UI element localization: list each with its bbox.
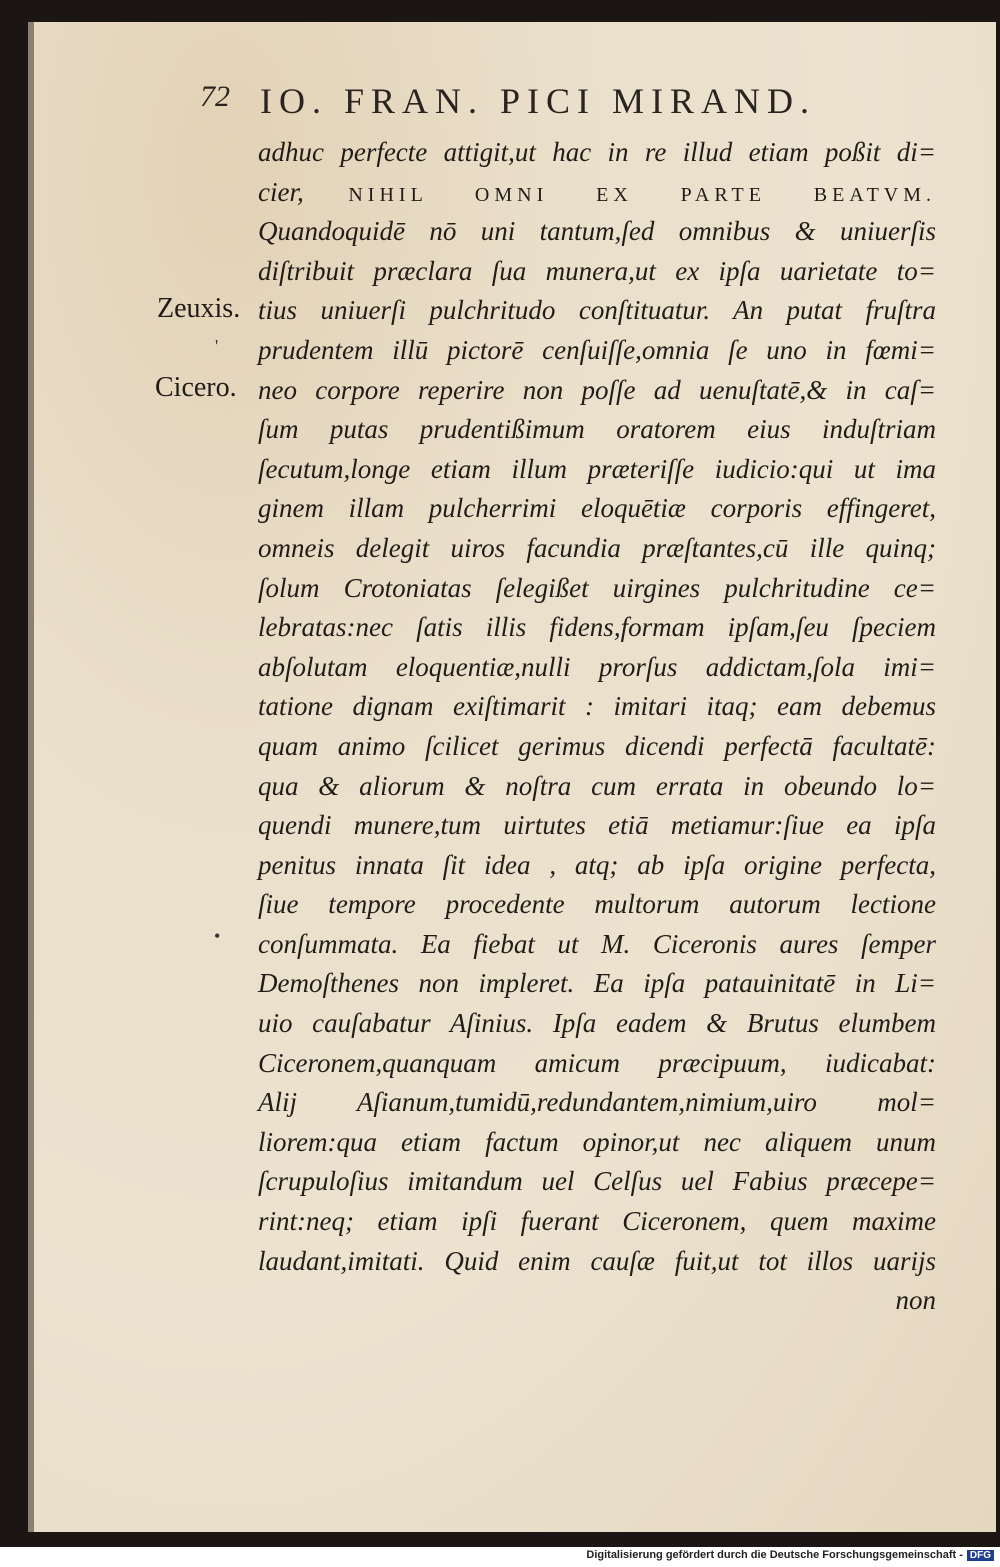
text-line: laudant,imitati. Quid enim cauſæ fuit,ut tot illos uarijs [258, 1245, 936, 1276]
text-line: diſtribuit præclara ſua munera,ut ex ipſa uarietate to= [258, 255, 936, 286]
text-line: qua & aliorum & noſtra cum errata in obeundo lo= [258, 770, 936, 801]
text-line: penitus innata ſit idea , atq; ab ipſa origine perfecta, [258, 849, 936, 880]
text-line: ſcrupuloſius imitandum uel Celſus uel Fabius præcepe= [258, 1166, 936, 1197]
margin-mark: • [214, 926, 221, 946]
text-line: Demoſthenes non impleret. Ea ipſa patauinitatē in Li= [258, 968, 936, 999]
text-line: tatione dignam exiſtimarit : imitari itaq; eam debemus [258, 691, 936, 722]
text-line: abſolutam eloquentiæ,nulli prorſus addictam,ſola imi= [258, 651, 936, 682]
text-line: lebratas:nec ſatis illis fidens,formam ipſam,ſeu ſpeciem [258, 612, 936, 643]
text-line: Ciceronem,quanquam amicum præcipuum, iudicabat: [258, 1047, 936, 1078]
text-line: rint:neq; etiam ipſi fuerant Ciceronem, quem maxime [258, 1206, 936, 1237]
page-number: 72 [200, 80, 230, 113]
margin-note-zeuxis: Zeuxis. [157, 293, 241, 324]
margin-mark: ' [215, 336, 219, 356]
text-line: ſecutum,longe etiam illum præteriſſe iudicio:qui ut ima [258, 453, 936, 484]
text-line: ſolum Crotoniatas ſelegißet uirgines pulchritudine ce= [258, 572, 936, 603]
text-body [258, 133, 936, 1321]
text-line [258, 173, 936, 213]
text-line: neo corpore reperire non poſſe ad uenuſtatē,& in caſ= [258, 374, 936, 405]
text-line: quendi munere,tum uirtutes etiā metiamur:ſiue ea ipſa [258, 810, 936, 841]
line-text: cier, [258, 176, 304, 207]
small-caps-phrase: NIHIL OMNI EX PARTE BEATVM. [348, 183, 937, 206]
text-line: conſummata. Ea fiebat ut M. Ciceronis aures ſemper [258, 928, 936, 959]
text-line: liorem:qua etiam factum opinor,ut nec aliquem unum [258, 1126, 936, 1157]
footer-text: Digitalisierung gefördert durch die Deutsche Forschungsgemeinschaft - [586, 1549, 963, 1561]
text-line: ſum putas prudentißimum oratorem eius induſtriam [258, 414, 936, 445]
text-line: adhuc perfecte attigit,ut hac in re illud etiam poßit di= [258, 137, 936, 167]
text-line: omneis delegit uiros facundia præſtantes,cū ille quinq; [258, 532, 936, 563]
text-line: Quandoquidē nō uni tantum,ſed omnibus & uniuerſis [258, 216, 936, 247]
text-line: ſiue tempore procedente multorum autorum lectione [258, 889, 936, 920]
catchword: non [895, 1285, 936, 1316]
dfg-logo: DFG [967, 1550, 994, 1561]
running-title: IO. FRAN. PICI MIRAND. [260, 81, 817, 121]
text-line: tius uniuerſi pulchritudo conſtituatur. An putat fruſtra [258, 295, 936, 326]
text-line: ginem illam pulcherrimi eloquētiæ corporis effingeret, [258, 493, 936, 524]
footer-credit [586, 1549, 994, 1561]
text-line: uio cauſabatur Aſinius. Ipſa eadem & Brutus elumbem [258, 1008, 936, 1039]
margin-note-cicero: Cicero. [155, 372, 237, 403]
text-line: prudentem illū pictorē cenſuiſſe,omnia ſe uno in fœmi= [258, 334, 936, 365]
text-line: quam animo ſcilicet gerimus dicendi perfectā facultatē: [258, 730, 936, 761]
text-line: Alij Aſianum,tumidū,redundantem,nimium,uiro mol= [258, 1087, 936, 1118]
